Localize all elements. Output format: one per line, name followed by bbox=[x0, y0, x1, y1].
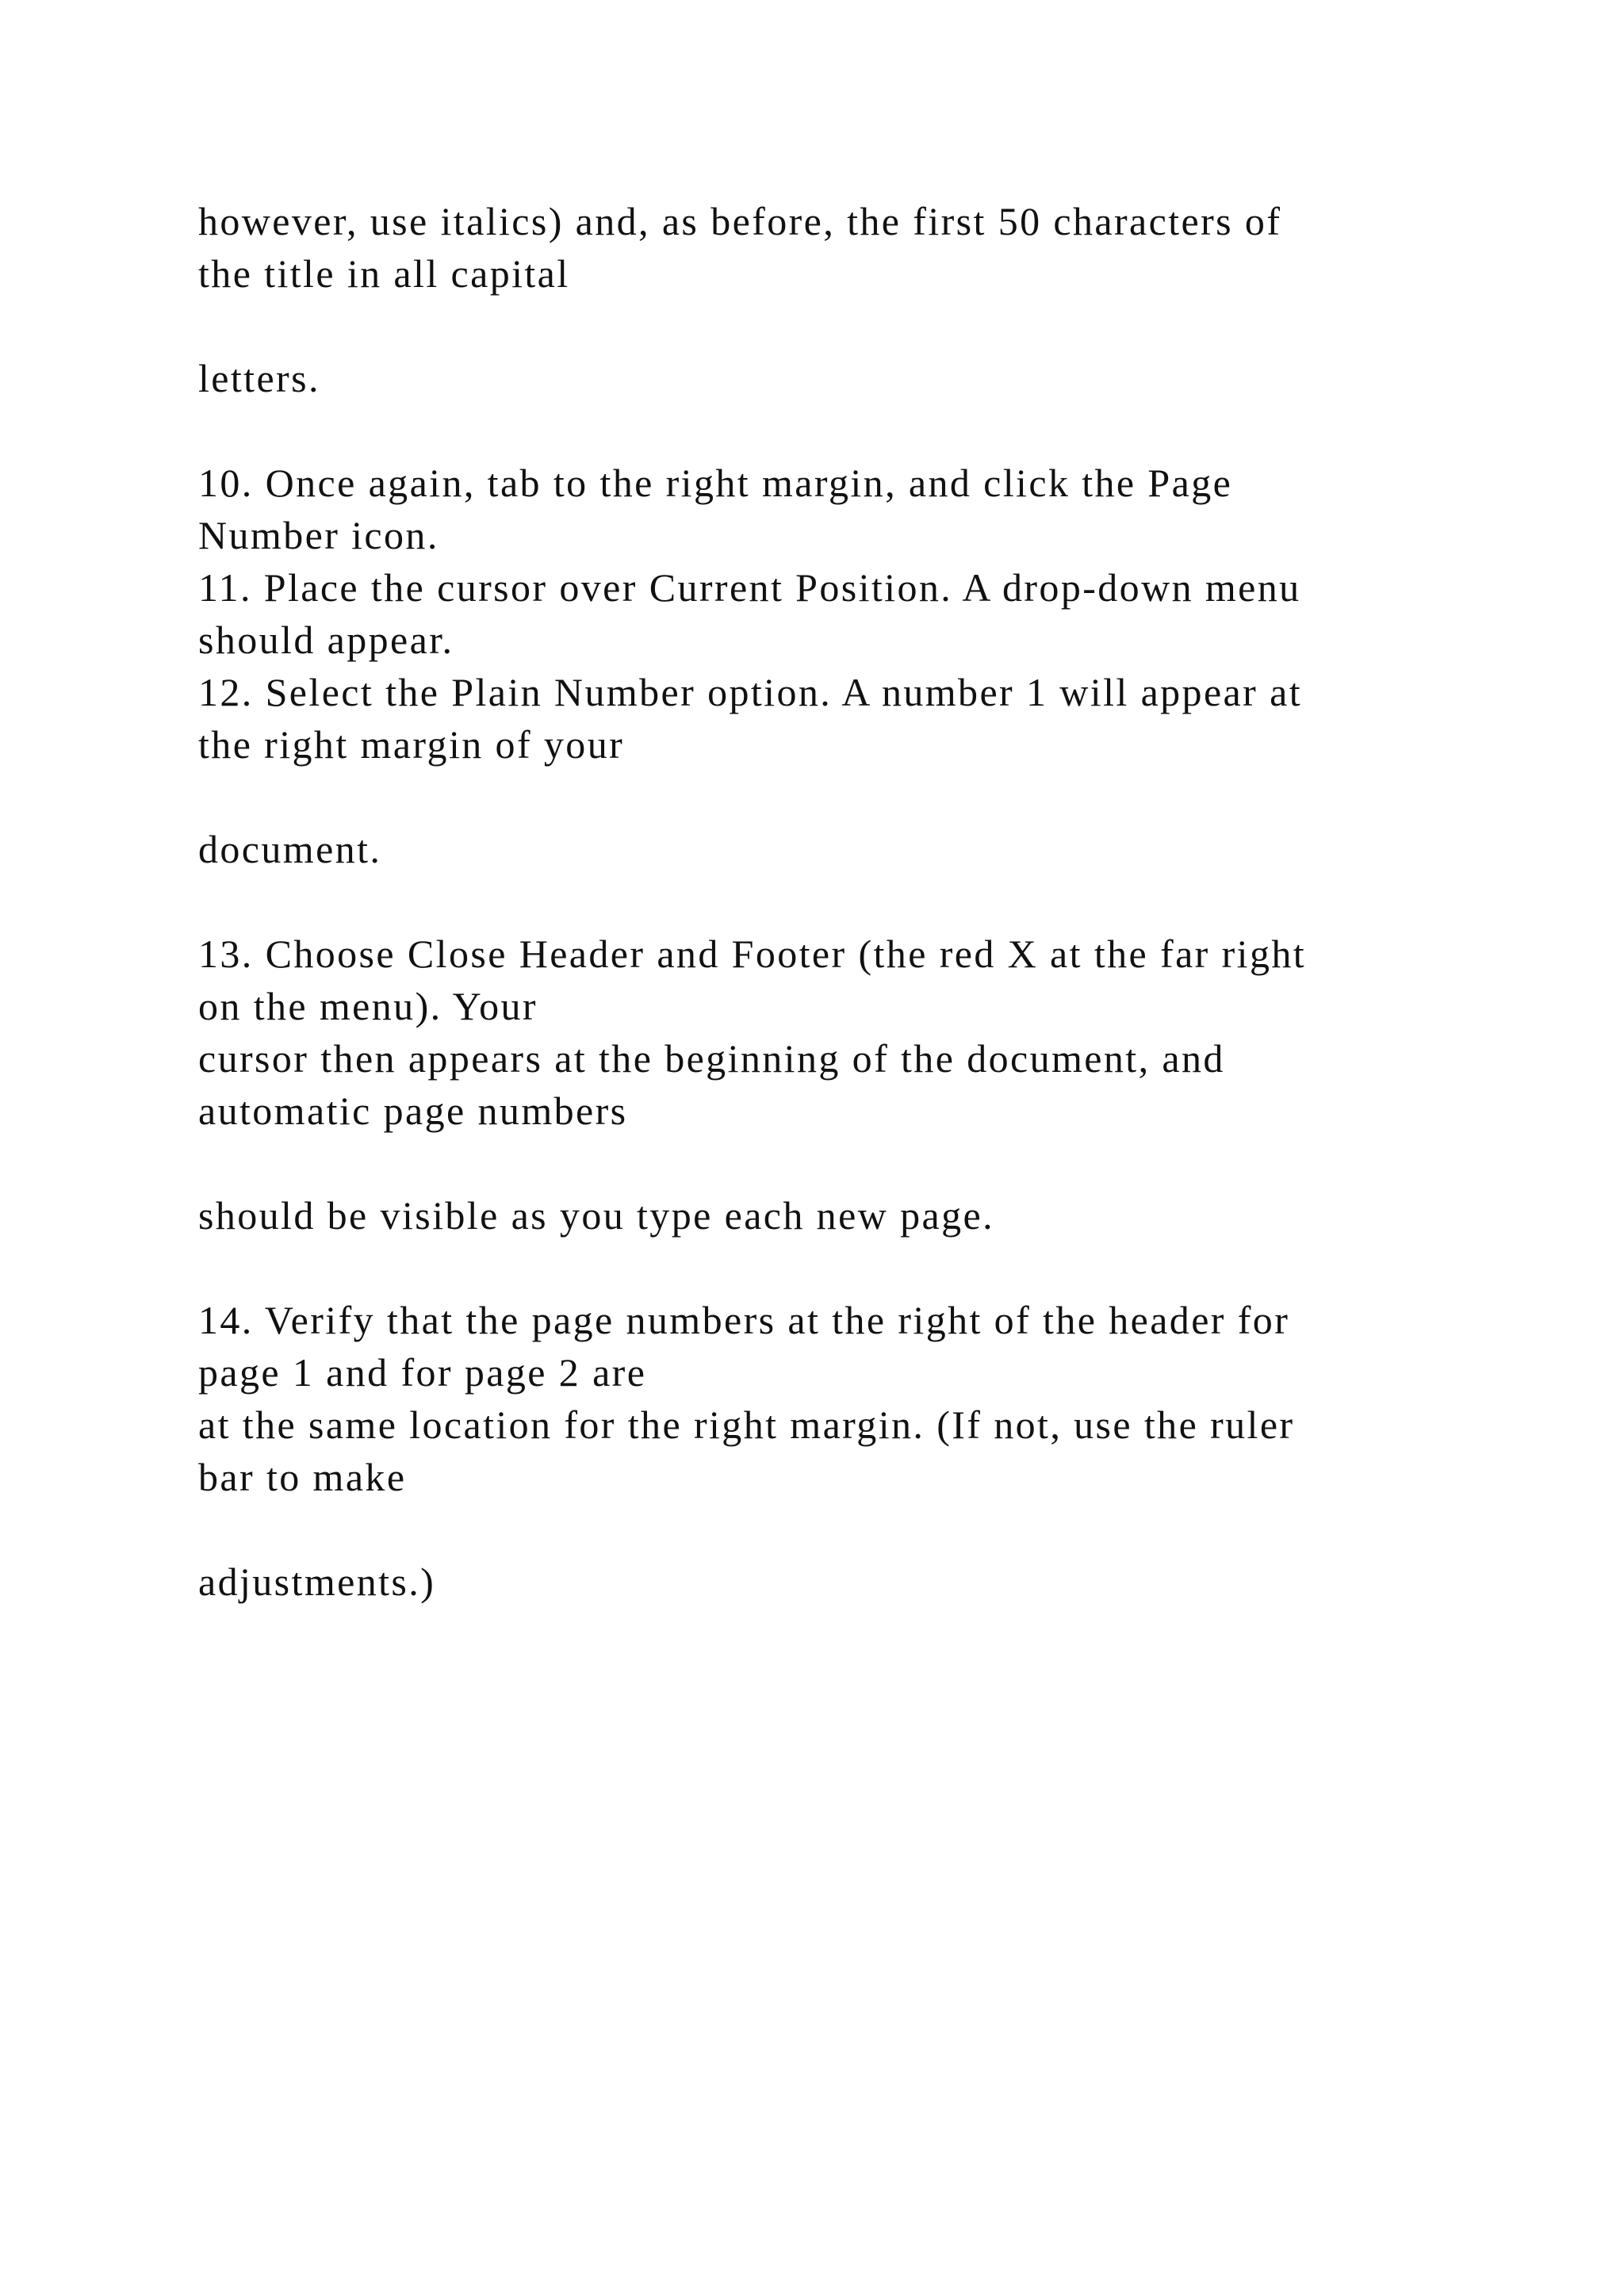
paragraph-gap bbox=[198, 404, 1467, 457]
text-line: 12. Select the Plain Number option. A number 1 will appear at bbox=[198, 670, 1302, 714]
text-line: on the menu). Your bbox=[198, 984, 538, 1028]
text-line: document. bbox=[198, 827, 382, 871]
text-line: 13. Choose Close Header and Footer (the red X at the far right bbox=[198, 932, 1307, 976]
text-line: should appear. bbox=[198, 618, 454, 662]
text-line: 11. Place the cursor over Current Position. A drop-down menu bbox=[198, 565, 1301, 610]
paragraph-gap bbox=[198, 1242, 1467, 1294]
text-line: 14. Verify that the page numbers at the right of the header for bbox=[198, 1298, 1290, 1342]
paragraph-gap bbox=[198, 771, 1467, 823]
text-line: bar to make bbox=[198, 1455, 407, 1499]
text-line: cursor then appears at the beginning of the document, and bbox=[198, 1036, 1225, 1081]
text-line: 10. Once again, tab to the right margin, and click the Page bbox=[198, 461, 1233, 505]
paragraph-gap bbox=[198, 1503, 1467, 1556]
document-body bbox=[198, 195, 1467, 1608]
text-line: letters. bbox=[198, 356, 320, 400]
text-line: the title in all capital bbox=[198, 251, 570, 296]
paragraph-gap bbox=[198, 300, 1467, 352]
text-line: Number icon. bbox=[198, 513, 439, 557]
text-line: automatic page numbers bbox=[198, 1089, 628, 1133]
text-line: page 1 and for page 2 are bbox=[198, 1350, 647, 1395]
text-line: however, use italics) and, as before, the first 50 characters of bbox=[198, 199, 1282, 243]
text-line: adjustments.) bbox=[198, 1559, 436, 1604]
text-line: should be visible as you type each new page. bbox=[198, 1193, 994, 1238]
paragraph-gap bbox=[198, 1137, 1467, 1189]
paragraph-gap bbox=[198, 875, 1467, 928]
text-line: the right margin of your bbox=[198, 722, 625, 767]
text-line: at the same location for the right margin. (If not, use the ruler bbox=[198, 1402, 1295, 1447]
